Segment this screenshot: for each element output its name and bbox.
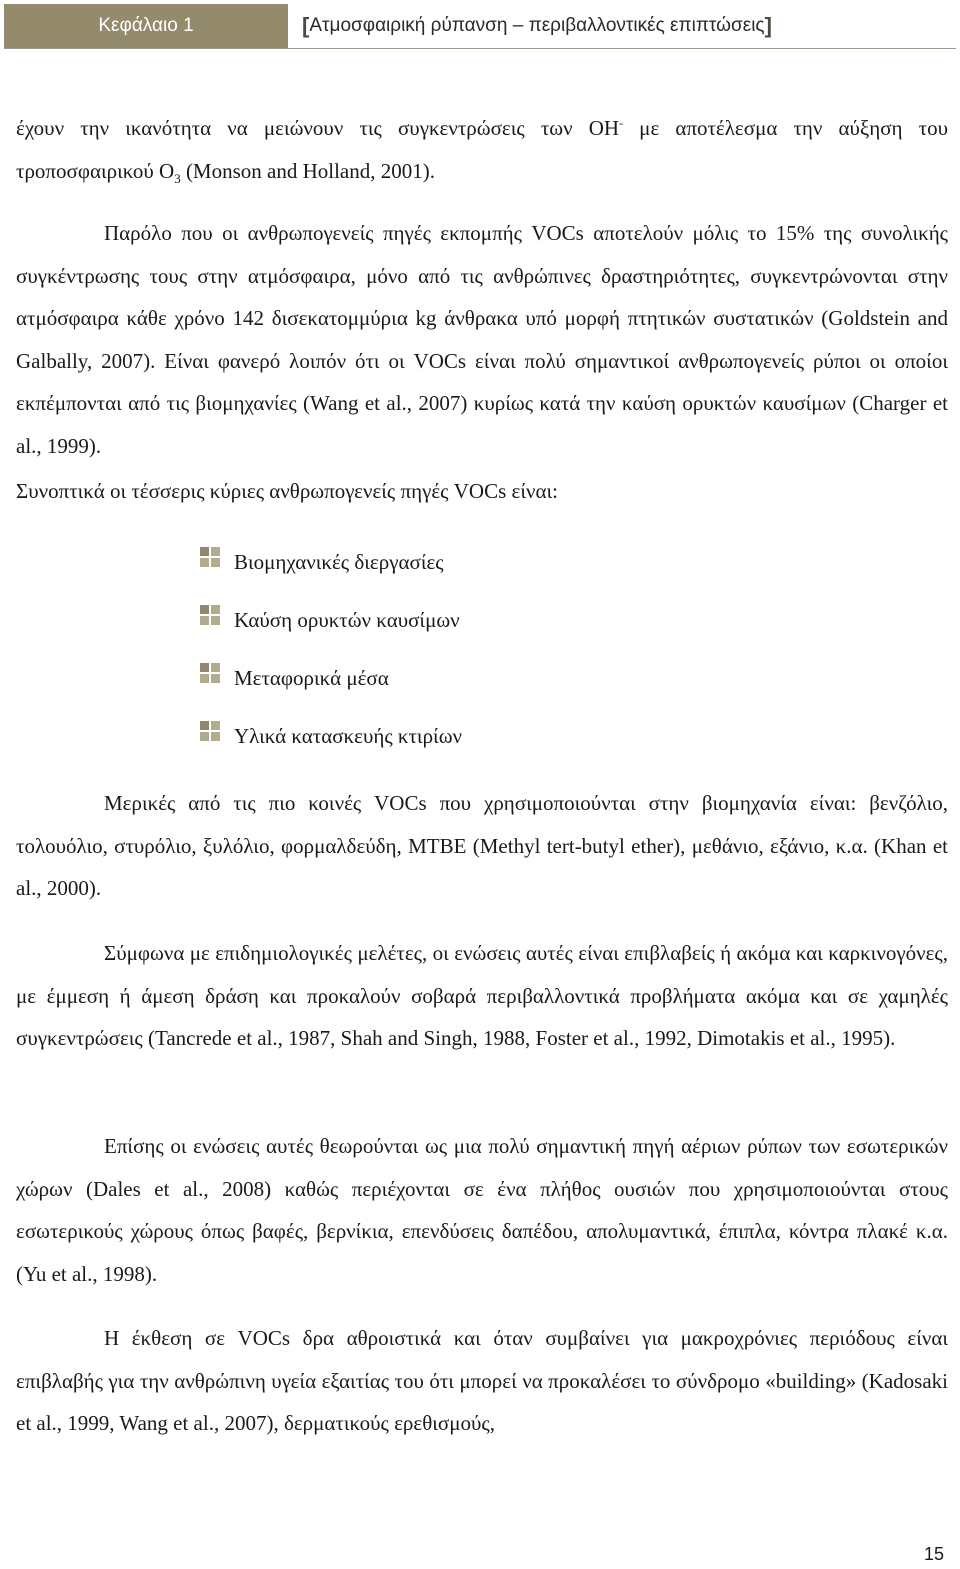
list-item [200, 707, 462, 765]
paragraph-exposure: Η έκθεση σε VOCs δρα αθροιστικά και όταν συμβαίνει για μακροχρόνιες περιόδους είναι επιβλαβής για την ανθρώπινη υγεία εξαιτίας του ότι μπορεί να προκαλέσει το σύνδρομο «building» (Kadosaki et al., 1999, Wang et al., 2007), δερματικούς ερεθισμούς, [16, 1326, 948, 1435]
superscript: - [619, 116, 624, 130]
para1-text-b: με αποτέλεσμα την αύξηση του τροποσφαιρικού O [16, 116, 949, 183]
subscript: 3 [174, 170, 181, 186]
sources-list [200, 533, 462, 765]
para1-text-c: (Monson and Holland, 2001). [180, 158, 435, 183]
list-item-label: Καύση ορυκτών καυσίμων [234, 607, 460, 632]
list-item [200, 533, 462, 591]
page-number: 15 [923, 1544, 944, 1564]
square-bullet-icon [200, 663, 220, 683]
para1-text-a: έχουν την ικανότητα να μειώνουν τις συγκεντρώσεις των OH [16, 116, 620, 140]
paragraph-common-vocs: Μερικές από τις πιο κοινές VOCs που χρησιμοποιούνται στην βιομηχανία είναι: βενζόλιο, τολουόλιο, στυρόλιο, ξυλόλιο, φορμαλδεύδη, MTBE (Methyl tert-butyl ether), μεθάνιο, εξάνιο, κ.α. (Khan et al., 2000). [16, 791, 948, 900]
list-item-label: Μεταφορικά μέσα [234, 665, 389, 690]
paragraph-health-effects: Σύμφωνα με επιδημιολογικές μελέτες, οι ενώσεις αυτές είναι επιβλαβείς ή ακόμα και καρκινογόνες, με έμμεση ή άμεση δράση και προκαλούν σοβαρά περιβαλλοντικά προβλήματα ακόμα και σε χαμηλές συγκεντρώσεις (Tancrede et al., 1987, Shah and Singh, 1988, Foster et al., 1992, Dimotakis et al., 1995). [16, 941, 948, 1050]
list-item [200, 649, 462, 707]
paragraph-indoor-sources: Επίσης οι ενώσεις αυτές θεωρούνται ως μια πολύ σημαντική πηγή αέριων ρύπων των εσωτερικών χώρων (Dales et al., 2008) καθώς περιέχονται σε ένα πλήθος ουσιών που χρησιμοποιούνται στους εσωτερικούς χώρους όπως βαφές, βερνίκια, επενδύσεις δαπέδου, απολυμαντικά, έπιπλα, κόντρα πλακέ κ.α. (Yu et al., 1998). [16, 1134, 948, 1286]
page-header [4, 4, 956, 49]
list-item-label: Βιομηχανικές διεργασίες [234, 549, 444, 574]
chapter-label: Κεφάλαιο 1 [4, 4, 288, 48]
square-bullet-icon [200, 605, 220, 625]
paragraph-anthropogenic-sources: Παρόλο που οι ανθρωπογενείς πηγές εκπομπής VOCs αποτελούν μόλις το 15% της συνολικής συγκέντρωσης τους στην ατμόσφαιρα, μόνο από τις ανθρώπινες δραστηριότητες, συγκεντρώνονται στην ατμόσφαιρα κάθε χρόνο 142 δισεκατομμύρια kg άνθρακα υπό μορφή πτητικών συστατικών (Goldstein and Galbally, 2007). Είναι φανερό λοιπόν ότι οι VOCs είναι πολύ σημαντικοί ανθρωπογενείς ρύποι οι οποίοι εκπέμπονται από τις βιομηχανίες (Wang et al., 2007) κυρίως κατά την καύση ορυκτών καυσίμων (Charger et al., 1999). [16, 221, 948, 458]
bracket-close: ] [764, 13, 772, 38]
list-item-label: Υλικά κατασκευής κτιρίων [234, 723, 463, 748]
paragraph-summary: Συνοπτικά οι τέσσερις κύριες ανθρωπογενείς πηγές VOCs είναι: [16, 479, 558, 503]
list-item [200, 591, 462, 649]
paragraph-continuation [16, 107, 948, 192]
square-bullet-icon [200, 721, 220, 741]
chapter-title [302, 4, 772, 48]
square-bullet-icon [200, 547, 220, 567]
chapter-title-text: Ατμοσφαιρική ρύπανση – περιβαλλοντικές επιπτώσεις [309, 15, 765, 36]
bracket-open: [ [302, 13, 310, 38]
